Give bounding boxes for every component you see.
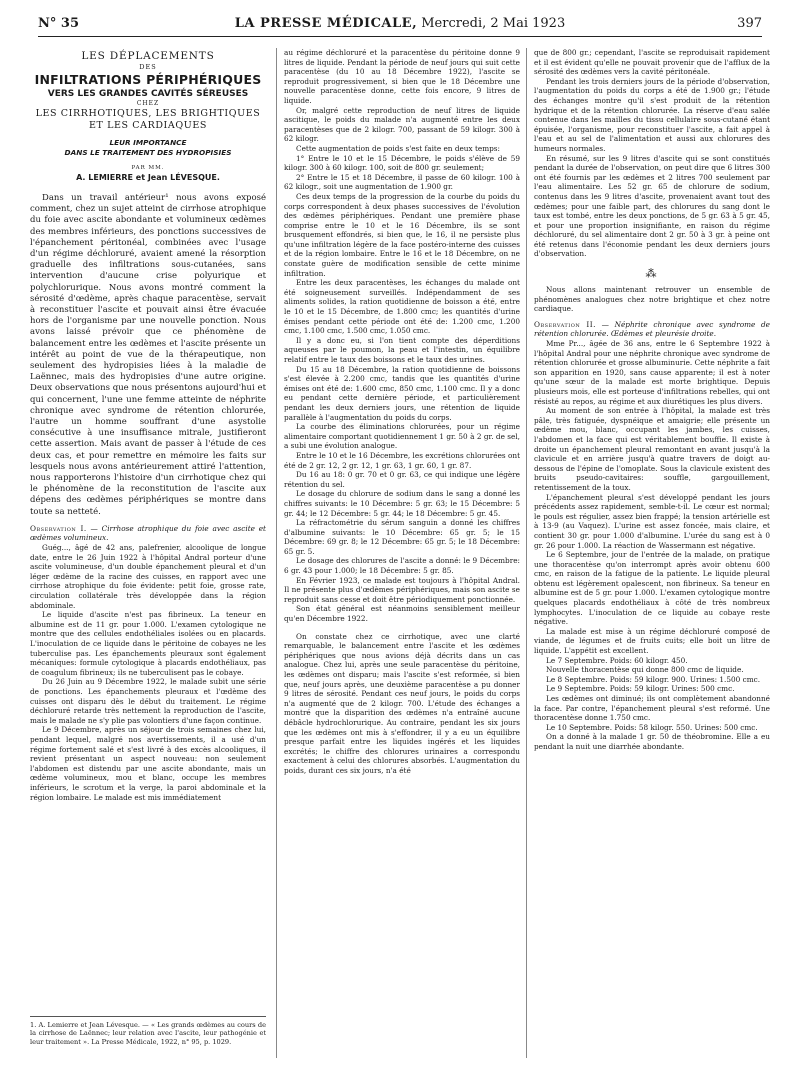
subtitle-line: DANS LE TRAITEMENT DES HYDROPISIES: [64, 148, 232, 157]
title-line: VERS LES GRANDES CAVITÉS SÉREUSES: [47, 89, 249, 99]
paragraph: En résumé, sur les 9 litres d'ascite qui se sont constitués pendant la durée de l'observation, on peut dire que 6 litres 300 ont été fournis par les œdèmes et 2 litres 700 seulement par l'eau alimentaire. Les 52 gr. 65 de chlorure de sodium, contenus dans les 9 litres d'ascite, provenaient avant tout des œdèmes; pour une faible part, des chlorures du sang dont le taux est tombé, entre les deux ponctions, de 5 gr. 63 à 5 gr. 45, et pour une proportion insignifiante, en raison du régime déchloruré, du sel alimentaire dont 2 gr. 50 à 3 gr. à peine ont été retenus dans l'économie pendant les deux derniers jours d'observation.: [534, 153, 770, 259]
column-3: [534, 48, 770, 1068]
paragraph: En Février 1923, ce malade est toujours à l'hôpital Andral. Il ne présente plus d'œdèmes périphériques, mais son ascite se reproduit sans cesse et doit être périodiquement ponctionnée.: [284, 575, 520, 604]
paragraph: Il y a donc eu, si l'on tient compte des déperditions aqueuses par le poumon, la peau et l'intestin, un équilibre relatif entre le taux des boissons et le taux des urines.: [284, 335, 520, 364]
paragraph: Entre les deux paracentèses, les échanges du malade ont été soigneusement surveillés. Indépendamment de ses aliments solides, la ration quotidienne de boisson a été, entre le 10 et le 15 Décembre, de 1.800 cmc; les quantités d'urine émises pendant cette période ont été de: 1.200 cmc, 1.200 cmc, 1.100 cmc, 1.500 cmc, 1.050 cmc.: [284, 278, 520, 336]
paragraph: Le dosage du chlorure de sodium dans le sang a donné les chiffres suivants: le 10 Décembre: 5 gr. 63; le 15 Décembre: 5 gr. 44; le 12 Décembre: 5 gr. 44; le 18 Décembre: 5 gr. 45.: [284, 489, 520, 518]
paragraph: La courbe des éliminations chlorurées, pour un régime alimentaire comportant quotidiennement 1 gr. 50 à 2 gr. de sel, a subi une évolution analogue.: [284, 422, 520, 451]
paragraph: Ces deux temps de la progression de la courbe du poids du corps correspondent à deux phases successives de l'évolution des œdèmes périphériques. Pendant une première phase comprise entre le 10 et le 16 Décembre, ils se sont brusquement effondrés, si bien que, le 16, il ne persiste plus qu'une infiltration légère de la face postéro-interne des cuisses et de la région lombaire. Entre le 16 et le 18 Décembre, on ne constate guère de modification sensible de cette minime infiltration.: [284, 191, 520, 278]
article-title-block: [30, 50, 266, 183]
paragraph: Cette augmentation de poids s'est faite en deux temps:: [296, 143, 500, 153]
observation-label: Observation II.: [534, 319, 596, 329]
observation-title: — Cirrhose atrophique du foie avec ascite et œdèmes volumineux.: [30, 523, 266, 543]
column-divider: [276, 48, 277, 1058]
subtitle-line: LEUR IMPORTANCE: [109, 138, 187, 147]
title-line: CHEZ: [136, 100, 160, 107]
paragraph: Le 8 Septembre. Poids: 59 kilogr. 900. Urines: 1.500 cmc.: [546, 674, 761, 684]
column-divider: [526, 48, 527, 1058]
paragraph: Le 6 Septembre, jour de l'entrée de la malade, on pratique une thoracentèse qu'on interrompt après avoir obtenu 600 cmc, en raison de la fatigue de la patiente. Le liquide pleural obtenu est légèrement opalescent, non fibrineux. Sa teneur en albumine est de 5 gr. pour 1.000. L'examen cytologique montre quelques placards endothéliaux à côté de très nombreux lymphocytes. L'inoculation de ce liquide au cobaye reste négative.: [534, 550, 770, 627]
title-line: LES DÉPLACEMENTS: [81, 50, 215, 62]
paragraph: Nouvelle thoracentèse qui donne 800 cmc de liquide.: [546, 665, 744, 675]
paragraph: Pendant les trois derniers jours de la période d'observation, l'augmentation du poids du corps a été de 1.900 gr.; l'étude des échanges montre qu'il s'est produit de la rétention hydrique et de la rétention chlorurée. La réserve d'eau salée contenue dans les mailles du tissu cellulaire sous-cutané étant épuisée, l'organisme, pour reconstituer l'ascite, a fait appel à l'eau et au sel de l'alimentation et aussi aux chlorures des humeurs normales.: [534, 76, 770, 153]
paragraph: Du 15 au 18 Décembre, la ration quotidienne de boissons s'est élevée à 2.200 cmc, tandis que les quantités d'urine émises ont été de: 1.600 cmc, 850 cmc, 1.100 cmc. Il y a donc eu pendant cette dernière période, et particulièrement pendant les deux derniers jours, une rétention de liquide parallèle à l'augmentation du poids du corps.: [284, 364, 520, 422]
observation-heading: [30, 524, 266, 543]
column-2: [284, 48, 520, 1068]
paragraph: Le liquide d'ascite n'est pas fibrineux. La teneur en albumine est de 11 gr. pour 1.000. L'examen cytologique ne montre que des cellules endothéliales isolées ou en placards. L'inoculation de ce liquide dans le péritoine de cobayes ne les tuberculise pas. Les épanchements pleuraux sont également mécaniques: formule cytologique à placards endothéliaux, pas de coagulum fibrineux; ils ne tuberculisent pas le cobaye.: [30, 610, 266, 677]
paragraph: Nous allons maintenant retrouver un ensemble de phénomènes analogues chez notre brightique et chez notre cardiaque.: [534, 285, 770, 314]
intro-paragraph: Dans un travail antérieur¹ nous avons exposé comment, chez un sujet atteint de cirrhose atrophique du foie avec ascite abondante et volumineux œdèmes des membres inférieurs, des ponctions successives de l'épanchement péritonéal, combinées avec l'usage d'un régime déchloruré, avaient amené la résorption graduelle des infiltrations sous-cutanées, sans intervention d'aucune crise polyurique et polychlorurique. Nous avons montré comment la sérosité d'œdème, après chaque paracentèse, servait à reconstituer l'ascite et pouvait ainsi être évacuée hors de l'organisme par une nouvelle ponction. Nous avons laissé prévoir que ce phénomène de balancement entre les œdèmes et l'ascite présente un intérêt au point de vue de la thérapeutique, non seulement des hydropisies liées à la maladie de Laënnec, mais des hydropisies d'une autre origine. Deux observations que nous présentons aujourd'hui et qui concernent, l'une une femme atteinte de néphrite chronique avec syndrome de rétention chlorurée, l'autre un homme souffrant d'une asystolie consécutive à une insuffisance mitrale, justifieront cette assertion. Mais avant de passer à l'étude de ces deux cas, et pour remettre en mémoire les faits sur lesquels nous avons antérieurement attiré l'attention, nous rapporterons l'histoire d'un cirrhotique chez qui le phénomène de la reconstitution de l'ascite aux dépens des œdèmes périphériques se montre dans toute sa netteté.: [30, 193, 266, 517]
title-line: DES: [139, 63, 157, 71]
authors: A. LEMIERRE et Jean LÉVESQUE.: [76, 173, 220, 182]
paragraph: au régime déchloruré et la paracentèse du péritoine donne 9 litres de liquide. Pendant la période de neuf jours qui suit cette paracentèse (du 10 au 18 Décembre 1922), l'ascite se reproduit progressivement, si bien que le 18 Décembre une nouvelle paracentèse donne, cette fois encore, 9 litres de liquide.: [284, 48, 520, 105]
paragraph: L'épanchement pleural s'est développé pendant les jours précédents assez rapidement, semble-t-il. Le cœur est normal; le pouls est régulier, assez bien frappé; la tension artérielle est à 13-9 (au Vaquez). L'urine est assez foncée, mais claire, et contient 30 gr. pour 1.000 d'albumine. L'urée du sang est à 0 gr. 26 pour 1.000. La réaction de Wassermann est négative.: [534, 492, 770, 550]
footnote: 1. A. Lemierre et Jean Lévesque. — « Les grands œdèmes au cours de la cirrhose de Laënnec; leur relation avec l'ascite, leur pathogénie et leur traitement ». La Presse Médicale, 1922, n° 95, p. 1029.: [30, 1016, 266, 1046]
title-line: LES CIRRHOTIQUES, LES BRIGHTIQUES: [35, 108, 261, 119]
observation-label: Observation I.: [30, 523, 87, 533]
paragraph: On constate chez ce cirrhotique, avec une clarté remarquable, le balancement entre l'ascite et les œdèmes périphériques que nous avions déjà décrits dans un cas analogue. Chez lui, après une seule paracentèse du péritoine, les œdèmes ont disparu; mais l'ascite s'est reformée, si bien que, neuf jours après, une deuxième paracentèse a pu donner 9 litres de sérosité. Pendant ces neuf jours, le poids du corps n'a augmenté que de 2 kilogr. 700. L'étude des échanges a montré que la disparition des œdèmes n'a entraîné aucune débâcle hydrochlorurique. Au contraire, pendant les six jours que les œdèmes ont mis à s'effondrer, il y a eu un équilibre presque parfait entre les liquides ingérés et les liquides excrétés; le chiffre des chlorures urinaires a correspondu exactement à celui des chlorures absorbés. L'augmentation du poids, durant ces six jours, n'a été: [284, 631, 520, 775]
paragraph: Le dosage des chlorures de l'ascite a donné: le 9 Décembre: 6 gr. 43 pour 1.000; le 18 Décembre: 5 gr. 85.: [284, 556, 520, 576]
paragraph: La malade est mise à un régime déchloruré composé de viande, de légumes et de fruits cuits; elle boit un litre de liquide. L'appétit est excellent.: [534, 626, 770, 656]
paragraph: Le 9 Décembre, après un séjour de trois semaines chez lui, pendant lequel, malgré nos avertissements, il a usé d'un régime fortement salé et s'est livré à des excès alcooliques, il revient présentant un aspect nouveau: non seulement l'abdomen est distendu par une ascite abondante, mais un œdème volumineux, mou et blanc, occupe les membres inférieurs, le scrotum et la verge, la paroi abdominale et la région lombaire. Le malade est mis immédiatement: [30, 725, 266, 802]
journal-masthead: [38, 16, 762, 31]
paragraph: Le 9 Septembre. Poids: 59 kilogr. Urines: 500 cmc.: [546, 684, 735, 694]
paragraph: Le 7 Septembre. Poids: 60 kilogr. 450.: [546, 655, 688, 665]
paragraph: Son état général est néanmoins sensiblement meilleur qu'en Décembre 1922.: [284, 604, 520, 624]
paragraph: Or, malgré cette reproduction de neuf litres de liquide ascitique, le poids du malade n'a augmenté entre les deux paracentèses que de 2 kilogr. 700, passant de 59 kilogr. 300 à 62 kilogr.: [284, 105, 520, 144]
issue-date: Mercredi, 2 Mai 1923: [421, 16, 566, 31]
paragraph: 2° Entre le 15 et 18 Décembre, il passe de 60 kilogr. 100 à 62 kilogr., soit une augmentation de 1.900 gr.: [284, 172, 520, 192]
article-main-title: INFILTRATIONS PÉRIPHÉRIQUES: [34, 72, 262, 87]
paragraph: Au moment de son entrée à l'hôpital, la malade est très pâle, très fatiguée, dyspnéique et amaigrie; elle présente un œdème mou, blanc, occupant les jambes, les cuisses, l'abdomen et la face qui est véritablement bouffie. Il existe à droite un épanchement pleural remontant en avant jusqu'à la clavicule et en arrière jusqu'à quatre travers de doigt au-dessous de l'épine de l'omoplate. Sous la clavicule existent des bruits pseudo-cavitaires: souffle, gargouillement, retentissement de la toux.: [534, 406, 770, 492]
title-line: ET LES CARDIAQUES: [88, 120, 207, 131]
observation-heading: [534, 320, 770, 339]
issue-number: N° 35: [38, 16, 79, 31]
paragraph: La réfractométrie du sérum sanguin a donné les chiffres d'albumine suivants: le 10 Décembre: 65 gr. 5; le 15 Décembre: 69 gr. 8; le 12 Décembre: 65 gr. 5; le 18 Décembre: 65 gr. 5.: [284, 518, 520, 556]
paragraph: Les œdèmes ont diminué; ils ont complètement abandonné la face. Par contre, l'épanchement pleural s'est reformé. Une thoracentèse donne 1.750 cmc.: [534, 694, 770, 723]
page-header: [38, 14, 762, 37]
paragraph: Le 10 Septembre. Poids: 58 kilogr. 550. Urines: 500 cmc.: [546, 722, 758, 732]
paragraph: Du 16 au 18: 0 gr. 70 et 0 gr. 63, ce qui indique une légère rétention du sel.: [284, 470, 520, 489]
paragraph: Guég..., âgé de 42 ans, palefrenier, alcoolique de longue date, entre le 26 Juin 1922 à l'hôpital Andral porteur d'une ascite volumineuse, d'un double épanchement pleural et d'un léger œdème de la racine des cuisses, en rapport avec une cirrhose atrophique du foie évidente: petit foie, grosse rate, circulation collatérale très développée dans la région abdominale.: [30, 543, 266, 610]
paragraph: Entre le 10 et le 16 Décembre, les excrétions chlorurées ont été de 2 gr. 12, 2 gr. 12, 1 gr. 63, 1 gr. 60, 1 gr. 87.: [284, 450, 520, 470]
paragraph: Mme Pr..., âgée de 36 ans, entre le 6 Septembre 1922 à l'hôpital Andral pour une néphrite chronique avec syndrome de rétention chlorurée et grosse albuminurie. Cette néphrite a fait son apparition en 1920, sans cause apparente; il est à noter qu'une sœur de la malade est morte brightique. Depuis plusieurs mois, elle est porteuse d'infiltrations rebelles, qui ont résisté au repos, au régime et aux diurétiques les plus divers.: [534, 339, 770, 406]
observation-title: — Néphrite chronique avec syndrome de rétention chlorurée. Œdèmes et pleurésie droite.: [534, 319, 770, 339]
paragraph: que de 800 gr.; cependant, l'ascite se reproduisait rapidement et il est évident qu'elle ne pouvait provenir que de l'afflux de la sérosité des œdèmes vers la cavité péritonéale.: [534, 48, 770, 77]
journal-name: LA PRESSE MÉDICALE,: [234, 16, 418, 31]
column-1: [30, 48, 266, 1068]
paragraph: 1° Entre le 10 et le 15 Décembre, le poids s'élève de 59 kilogr. 300 à 60 kilogr. 100, soit de 800 gr. seulement;: [284, 153, 520, 173]
paragraph: On a donné à la malade 1 gr. 50 de théobromine. Elle a eu pendant la nuit une diarrhée abondante.: [534, 732, 770, 751]
section-separator-asterism: ⁂: [645, 267, 659, 281]
page-number: 397: [737, 16, 762, 31]
paragraph: Du 26 Juin au 9 Décembre 1922, le malade subit une série de ponctions. Les épanchements pleuraux et l'œdème des cuisses ont disparu dès le début du traitement. Le régime déchloruré retarde très nettement la reproduction de l'ascite, mais le malade ne s'y plie pas volontiers d'une façon continue.: [30, 677, 266, 725]
byline-prefix: PAR MM.: [131, 165, 165, 171]
